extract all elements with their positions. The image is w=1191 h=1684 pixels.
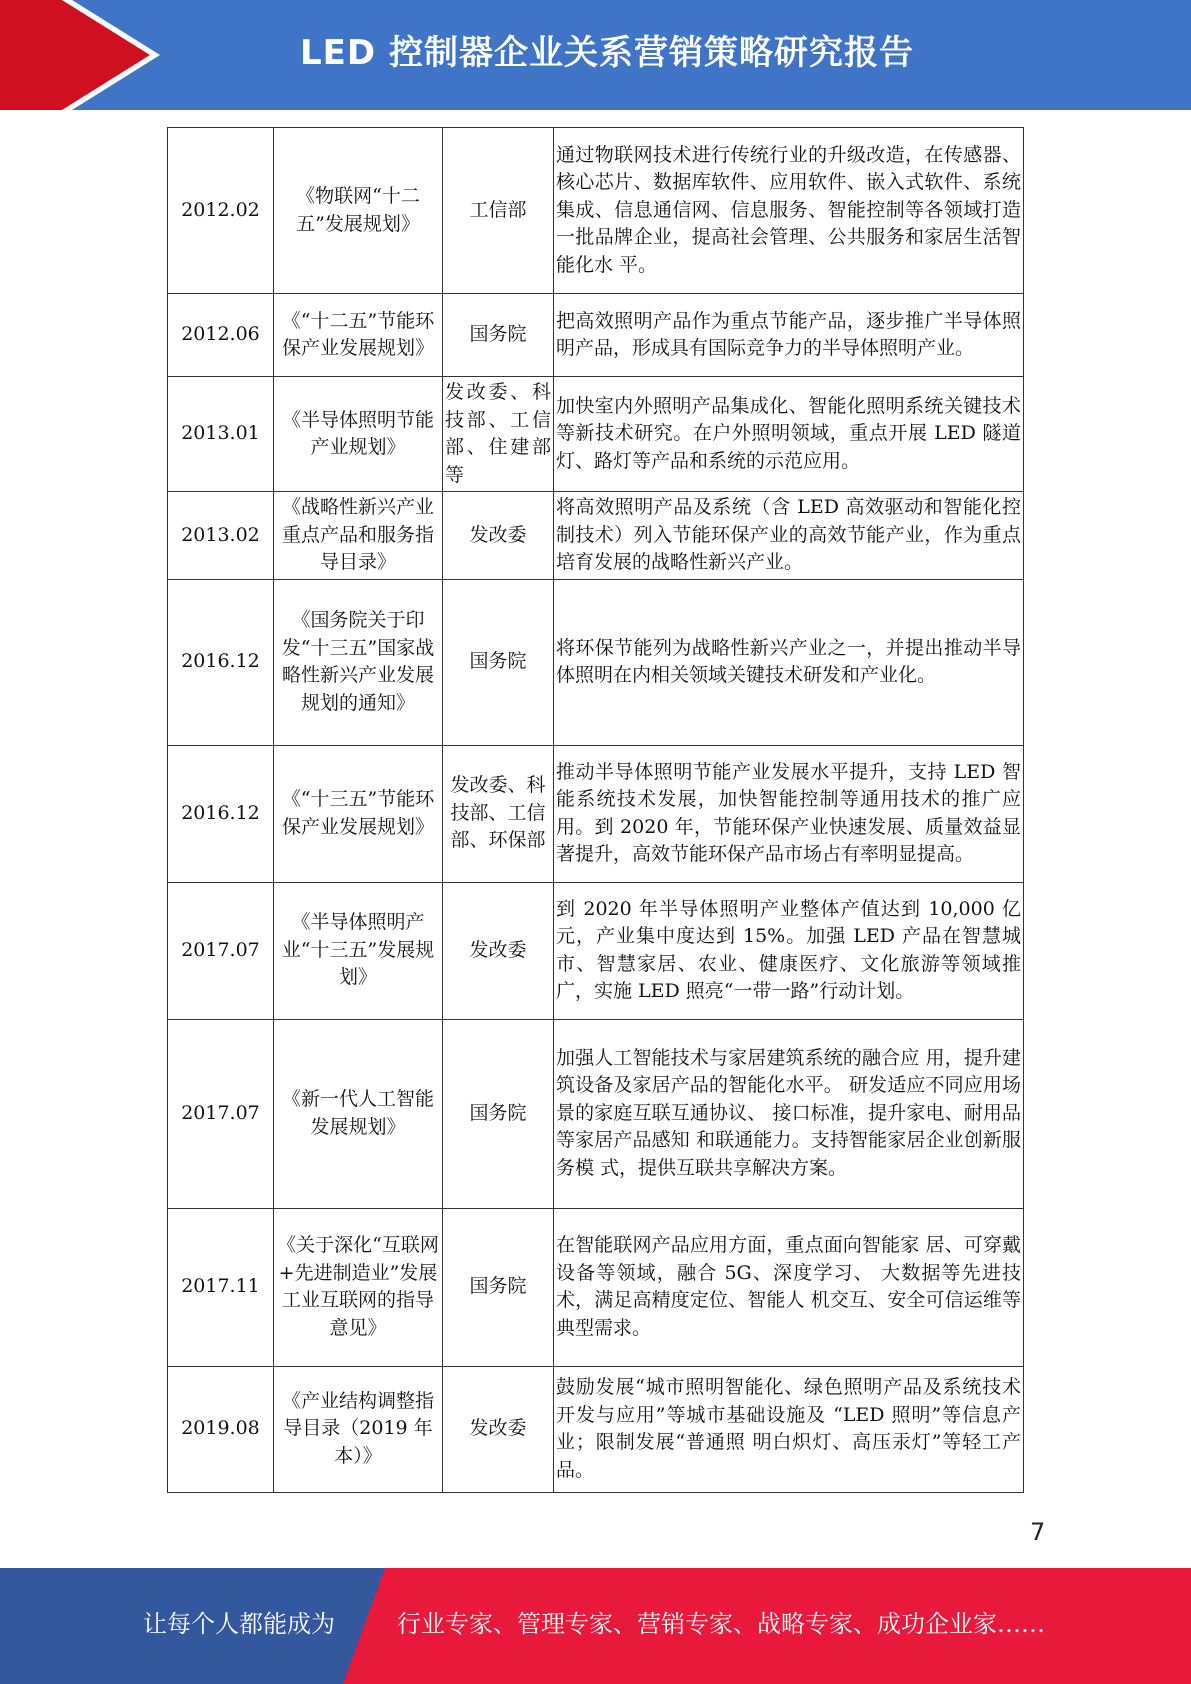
policy-date: 2016.12 [168,745,274,882]
policy-content: 把高效照明产品作为重点节能产品，逐步推广半导体照明产品，形成具有国际竞争力的半导体照明产业。 [554,294,1024,377]
footer-slogan-right: 行业专家、管理专家、营销专家、战略专家、成功企业家…… [397,1610,1045,1638]
footer-slogan-left: 让每个人都能成为 [143,1610,335,1638]
policy-date: 2013.02 [168,492,274,580]
policy-content: 到 2020 年半导体照明产业整体产值达到 10,000 亿元，产业集中度达到 15%。加强 LED 产品在智慧城市、智慧家居、农业、健康医疗、文化旅游等领域推广，实施 LED 照亮“一带一路”行动计划。 [554,882,1024,1019]
page-number: 7 [1030,1518,1046,1546]
table-row [168,294,1024,377]
table-row [168,377,1024,492]
policy-department: 发改委 [443,492,554,580]
header-arrow-decoration [0,0,150,110]
policy-content: 将高效照明产品及系统（含 LED 高效驱动和智能化控制技术）列入节能环保产业的高效节能产业，作为重点培育发展的战略性新兴产业。 [554,492,1024,580]
policy-content: 推动半导体照明节能产业发展水平提升，支持 LED 智能系统技术发展，加快智能控制等通用技术的推广应用。到 2020 年，节能环保产业快速发展、质量效益显著提升，高效节能环保产品市场占有率明显提高。 [554,745,1024,882]
table-row [168,882,1024,1019]
policy-department: 发改委、科技部、工信部、环保部 [443,745,554,882]
policy-department: 工信部 [443,128,554,294]
policy-date: 2012.06 [168,294,274,377]
policy-department: 发改委、科技部、工信部、住建部等 [443,377,554,492]
policy-date: 2012.02 [168,128,274,294]
policy-department: 发改委 [443,882,554,1019]
policy-department: 国务院 [443,1019,554,1208]
policy-document: 《物联网“十二五”发展规划》 [274,128,443,294]
policy-content: 将环保节能列为战略性新兴产业之一，并提出推动半导体照明在内相关领域关键技术研发和产业化。 [554,579,1024,745]
policy-document: 《新一代人工智能发展规划》 [274,1019,443,1208]
policy-date: 2016.12 [168,579,274,745]
policy-date: 2017.11 [168,1208,274,1366]
policy-date: 2017.07 [168,882,274,1019]
policy-document: 《半导体照明节能产业规划》 [274,377,443,492]
policy-table [167,127,1024,1493]
policy-document: 《国务院关于印发“十三五”国家战略性新兴产业发展规划的通知》 [274,579,443,745]
policy-content: 在智能联网产品应用方面，重点面向智能家 居、可穿戴设备等领域，融合 5G、深度学习、 大数据等先进技术，满足高精度定位、智能人 机交互、安全可信运维等典型需求。 [554,1208,1024,1366]
policy-document: 《产业结构调整指导目录（2019 年本）》 [274,1366,443,1492]
table-row [168,492,1024,580]
policy-document: 《“十三五”节能环保产业发展规划》 [274,745,443,882]
table-row [168,579,1024,745]
table-row [168,128,1024,294]
policy-date: 2019.08 [168,1366,274,1492]
policy-document: 《关于深化“互联网+先进制造业”发展工业互联网的指导意见》 [274,1208,443,1366]
report-title: LED 控制器企业关系营销策略研究报告 [300,33,914,73]
policy-department: 国务院 [443,294,554,377]
policy-department: 发改委 [443,1366,554,1492]
policy-date: 2017.07 [168,1019,274,1208]
policy-department: 国务院 [443,1208,554,1366]
page-footer [0,1568,1191,1684]
policy-department: 国务院 [443,579,554,745]
policy-content: 加强人工智能技术与家居建筑系统的融合应 用，提升建筑设备及家居产品的智能化水平。 研发适应不同应用场景的家庭互联互通协议、 接口标准，提升家电、耐用品等家居产品感知 和联通能力。支持智能家居企业创新服务模 式，提供互联共享解决方案。 [554,1019,1024,1208]
policy-content: 通过物联网技术进行传统行业的升级改造，在传感器、核心芯片、数据库软件、应用软件、嵌入式软件、系统集成、信息通信网、信息服务、智能控制等各领域打造一批品牌企业，提高社会管理、公共服务和家居生活智能化水 平。 [554,128,1024,294]
policy-content: 加快室内外照明产品集成化、智能化照明系统关键技术等新技术研究。在户外照明领域，重点开展 LED 隧道灯、路灯等产品和系统的示范应用。 [554,377,1024,492]
policy-document: 《“十二五”节能环保产业发展规划》 [274,294,443,377]
table-row [168,1019,1024,1208]
table-row [168,745,1024,882]
policy-document: 《半导体照明产业“十三五”发展规划》 [274,882,443,1019]
table-row [168,1208,1024,1366]
table-row [168,1366,1024,1492]
policy-content: 鼓励发展“城市照明智能化、绿色照明产品及系统技术开发与应用”等城市基础设施及 “LED 照明”等信息产业；限制发展“普通照 明白炽灯、高压汞灯”等轻工产品。 [554,1366,1024,1492]
page-header [0,0,1191,110]
policy-date: 2013.01 [168,377,274,492]
policy-document: 《战略性新兴产业重点产品和服务指导目录》 [274,492,443,580]
